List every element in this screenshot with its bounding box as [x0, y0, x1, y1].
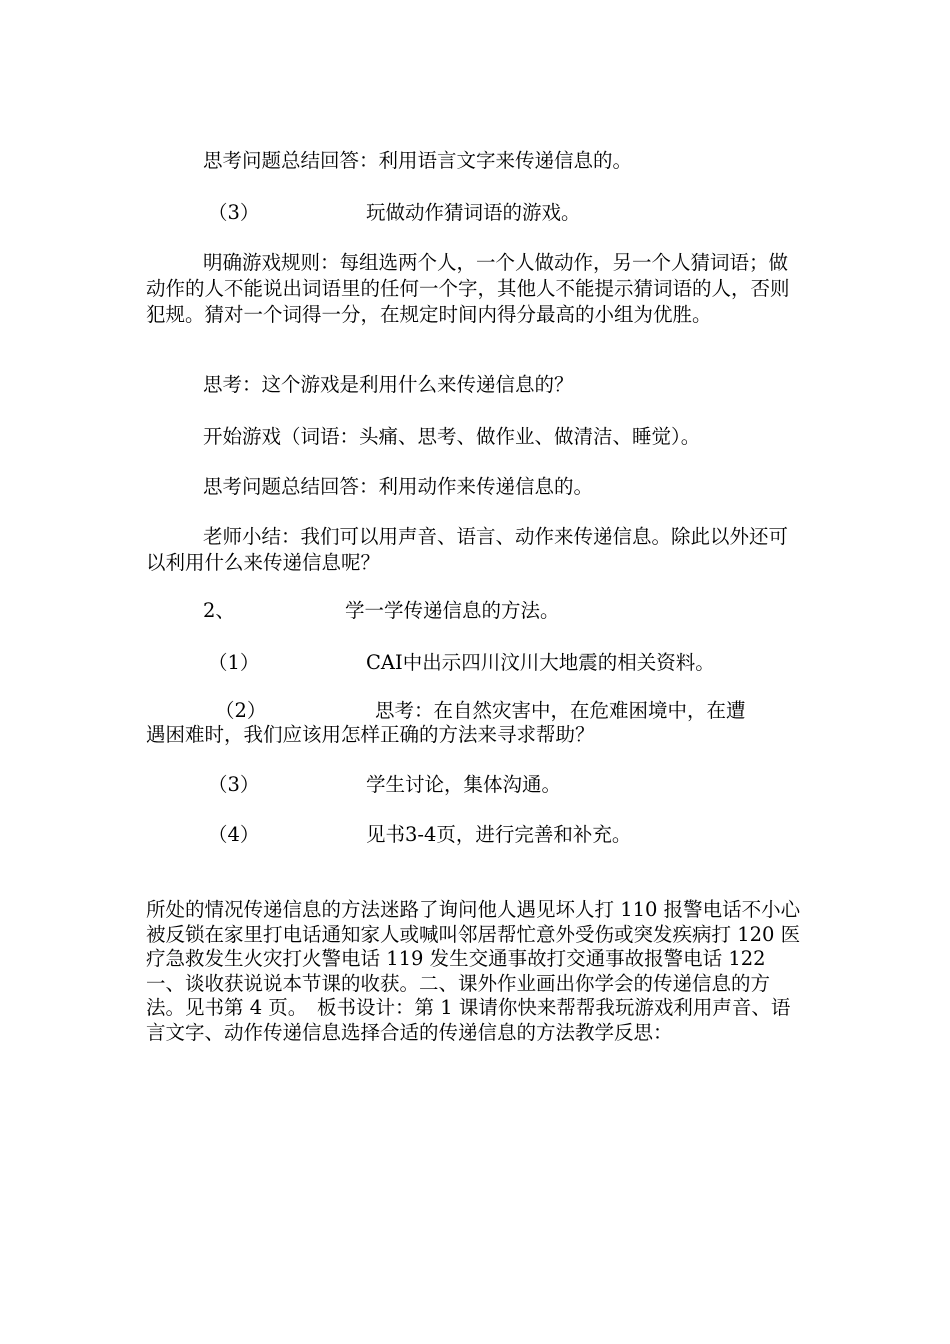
item-text: 玩做动作猜词语的游戏。 [366, 201, 581, 224]
summary-paragraph: 老师小结：我们可以用声音、语言、动作来传递信息。除此以外还可以利用什么来传递信息呢？ [146, 525, 789, 574]
rules-paragraph: 明确游戏规则：每组选两个人，一个人做动作，另一个人猜词语；做动作的人不能说出词语里的任何一个字，其他人不能提示猜词语的人，否则犯规。猜对一个词得一分，在规定时间内得分最高的小组为优胜。 [146, 251, 790, 326]
item-number: （2） [215, 699, 267, 722]
list-item-1 [0, 650, 950, 676]
list-item-3-discussion [0, 772, 950, 798]
list-item-2 [0, 698, 950, 724]
section-text: 学一学传递信息的方法。 [345, 599, 560, 622]
list-item-2-continuation: 遇困难时，我们应该用怎样正确的方法来寻求帮助？ [146, 723, 595, 746]
think-paragraph: 思考：这个游戏是利用什么来传递信息的？ [203, 373, 574, 396]
item-text: 学生讨论，集体沟通。 [366, 773, 562, 796]
item-number: （3） [208, 201, 260, 224]
list-item-3-game [0, 200, 950, 226]
answer-paragraph-2: 思考问题总结回答：利用动作来传递信息的。 [203, 475, 594, 498]
section-2-heading [0, 598, 950, 624]
answer-paragraph-1: 思考问题总结回答：利用语言文字来传递信息的。 [203, 149, 633, 172]
section-number: 2、 [203, 599, 235, 622]
item-text: CAI中出示四川汶川大地震的相关资料。 [366, 651, 715, 674]
start-game-paragraph: 开始游戏（词语：头痛、思考、做作业、做清洁、睡觉）。 [203, 425, 701, 448]
item-text: 见书3-4页，进行完善和补充。 [366, 823, 632, 846]
item-number: （4） [208, 823, 260, 846]
item-text: 思考：在自然灾害中，在危难困境中，在遭 [375, 699, 746, 722]
item-number: （1） [208, 651, 260, 674]
final-paragraph: 所处的情况传递信息的方法迷路了询问他人遇见坏人打 110 报警电话不小心被反锁在家里打电话通知家人或喊叫邻居帮忙意外受伤或突发疾病打 120 医疗急救发生火灾打火警电话 119 发生交通事故打交通事故报警电话 122 一、谈收获说说本节课的收获。二、课外作业画出你学会的传递信息的方法。见书第 4 页。 板书设计：第 1 课请你快来帮帮我玩游戏利用声音、语言文字、动作传递信息选择合适的传递信息的方法教学反思： [146, 898, 801, 1044]
list-item-4 [0, 822, 950, 848]
item-number: （3） [208, 773, 260, 796]
